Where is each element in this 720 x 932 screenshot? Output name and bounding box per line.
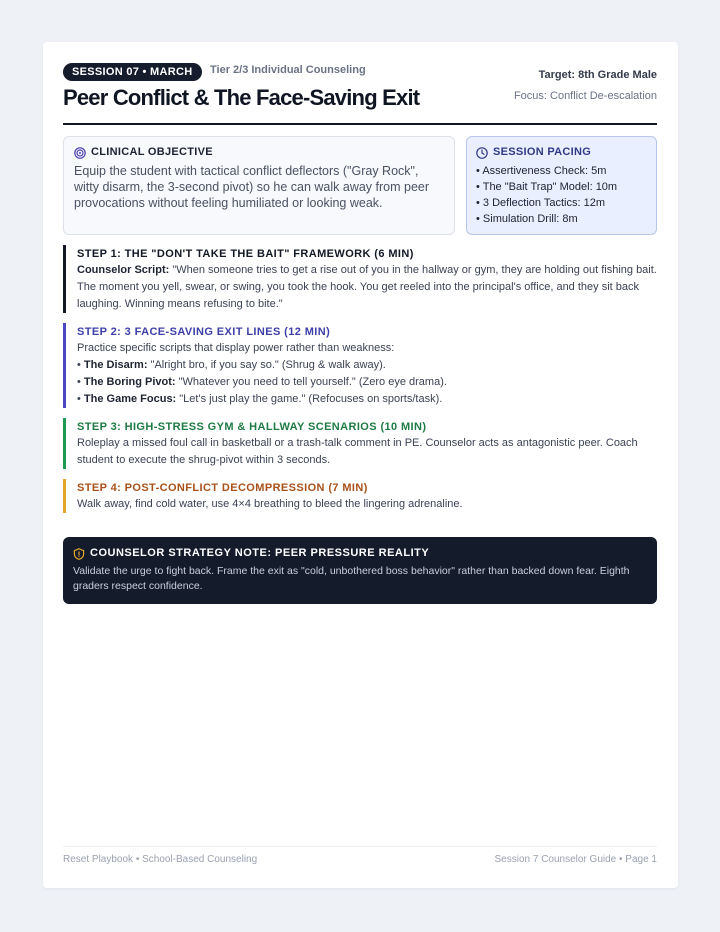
exit-line-text: "Alright bro, if you say so." (Shrug & walk away).	[147, 359, 386, 371]
step-2	[63, 323, 657, 408]
note-text: Validate the urge to fight back. Frame the exit as "cold, unbothered boss behavior" rather than backed down fear. Eighth graders respect confidence.	[73, 565, 630, 592]
step-title: STEP 4: POST-CONFLICT DECOMPRESSION (7 MIN)	[77, 482, 368, 494]
step-text: Practice specific scripts that display power rather than weakness:	[77, 342, 395, 354]
pacing-list	[476, 163, 647, 227]
session-pacing-box	[466, 136, 657, 235]
document-page	[43, 42, 678, 888]
objective-text: Equip the student with tactical conflict deflectors ("Gray Rock", witty disarm, the 3-second pivot) so he can walk away from peer provocations without feeling humiliated or looking weak.	[74, 164, 430, 210]
exit-line-lead: The Disarm:	[83, 359, 148, 371]
page-header	[63, 62, 657, 125]
exit-line-lead: The Game Focus:	[83, 393, 177, 405]
step-text: Walk away, find cold water, use 4×4 breathing to bleed the lingering adrenaline.	[77, 498, 463, 510]
note-label: COUNSELOR STRATEGY NOTE: PEER PRESSURE REALITY	[90, 547, 430, 559]
step-title: STEP 3: HIGH-STRESS GYM & HALLWAY SCENARIOS (10 MIN)	[77, 421, 427, 433]
step-title: STEP 2: 3 FACE-SAVING EXIT LINES (12 MIN)	[77, 326, 331, 338]
step-4	[63, 479, 657, 513]
step-1	[63, 245, 657, 313]
footer-left: Reset Playbook • School-Based Counseling	[63, 854, 258, 865]
target-label: Target: 8th Grade Male	[538, 69, 657, 81]
step-lead: Counselor Script:	[77, 264, 170, 276]
objective-label: CLINICAL OBJECTIVE	[91, 146, 213, 158]
page-title: Peer Conflict & The Face-Saving Exit	[63, 85, 420, 110]
exit-line	[77, 391, 657, 408]
session-badge: SESSION 07 • MARCH	[63, 63, 202, 81]
pacing-item: • The "Bait Trap" Model: 10m	[476, 179, 647, 195]
clock-icon	[476, 146, 488, 158]
exit-line-text: "Let's just play the game." (Refocuses on sports/task).	[176, 393, 443, 405]
step-3	[63, 418, 657, 469]
exit-line	[77, 374, 657, 391]
exit-lines-list	[77, 357, 657, 408]
step-title: STEP 1: THE "DON'T TAKE THE BAIT" FRAMEWORK (6 MIN)	[77, 248, 414, 260]
step-body	[77, 262, 657, 313]
pacing-item: • 3 Deflection Tactics: 12m	[476, 195, 647, 211]
pacing-label: SESSION PACING	[493, 146, 592, 158]
steps-section	[63, 245, 657, 523]
tier-label: Tier 2/3 Individual Counseling	[210, 64, 366, 76]
pacing-item: • Simulation Drill: 8m	[476, 211, 647, 227]
step-text: Roleplay a missed foul call in basketball or a trash-talk comment in PE. Counselor acts as antagonistic peer. Coach student to execute the shrug-pivot within 3 seconds.	[77, 437, 638, 466]
shield-icon	[73, 547, 85, 559]
clinical-objective-box	[63, 136, 455, 235]
pacing-item: • Assertiveness Check: 5m	[476, 163, 647, 179]
page-footer	[63, 846, 657, 874]
target-icon	[74, 146, 86, 158]
focus-label: Focus: Conflict De-escalation	[513, 90, 657, 102]
exit-line	[77, 357, 657, 374]
exit-line-text: "Whatever you need to tell yourself." (Zero eye drama).	[175, 376, 447, 388]
strategy-note	[63, 537, 657, 604]
exit-line-lead: The Boring Pivot:	[83, 376, 176, 388]
footer-right: Session 7 Counselor Guide • Page 1	[494, 854, 657, 865]
step-text: "When someone tries to get a rise out of you in the hallway or gym, they are holding out fishing bait. The moment you yell, swear, or swing, you took the hook. You get reeled into the principal's office, and they sit back laughing. Winning means refusing to bite."	[77, 264, 657, 310]
